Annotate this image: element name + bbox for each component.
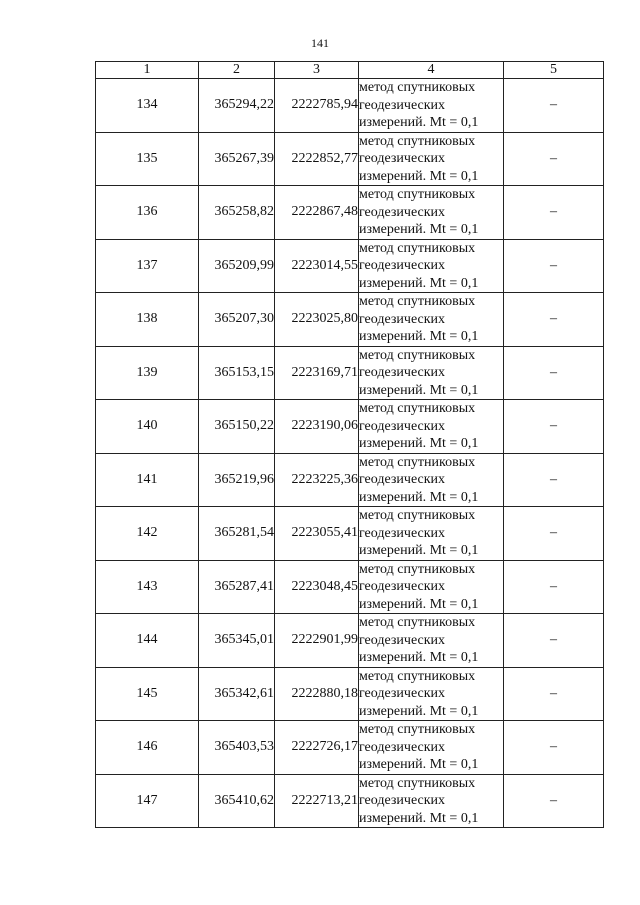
method-line: геодезических [359, 365, 446, 380]
point-number-cell: 143 [96, 560, 199, 614]
method-line: геодезических [359, 311, 446, 327]
point-number-cell: 140 [96, 400, 199, 454]
y-coordinate-cell: 2222901,99 [275, 614, 359, 668]
description-cell: – [504, 293, 604, 347]
table-row [96, 239, 604, 293]
method-cell [359, 400, 504, 454]
description-cell: – [504, 667, 604, 721]
x-coordinate-cell: 365345,01 [199, 614, 275, 668]
method-cell [359, 721, 504, 775]
method-cell [359, 614, 504, 668]
method-line: измерений. Mt = 0,1 [359, 275, 479, 291]
x-coordinate-cell: 365209,99 [199, 239, 275, 293]
column-header: 2 [199, 62, 275, 79]
method-line: измерений. Mt = 0,1 [359, 329, 479, 344]
point-number-cell: 134 [96, 79, 199, 133]
method-line: геодезических [359, 97, 446, 113]
method-line: измерений. Mt = 0,1 [359, 703, 479, 719]
method-cell [359, 774, 504, 828]
method-line: измерений. Mt = 0,1 [359, 436, 479, 451]
table-row [96, 507, 604, 561]
method-line: измерений. Mt = 0,1 [359, 489, 479, 505]
method-line: геодезических [359, 739, 446, 755]
table-row [96, 667, 604, 721]
method-line: геодезических [359, 686, 446, 701]
table-row [96, 721, 604, 775]
method-line: измерений. Mt = 0,1 [359, 222, 479, 237]
point-number-cell: 147 [96, 774, 199, 828]
method-cell [359, 507, 504, 561]
column-header: 4 [359, 62, 504, 79]
x-coordinate-cell: 365287,41 [199, 560, 275, 614]
table-row [96, 774, 604, 828]
method-line: измерений. Mt = 0,1 [359, 650, 479, 665]
x-coordinate-cell: 365207,30 [199, 293, 275, 347]
table-row [96, 453, 604, 507]
point-number-cell: 144 [96, 614, 199, 668]
method-line: метод спутниковых [359, 508, 476, 523]
table-row [96, 293, 604, 347]
x-coordinate-cell: 365258,82 [199, 186, 275, 240]
method-line: геодезических [359, 472, 446, 487]
column-header: 5 [504, 62, 604, 79]
method-cell [359, 186, 504, 240]
method-line: метод спутниковых [359, 240, 476, 256]
method-line: метод спутниковых [359, 722, 476, 737]
x-coordinate-cell: 365281,54 [199, 507, 275, 561]
method-line: метод спутниковых [359, 294, 476, 309]
description-cell: – [504, 400, 604, 454]
y-coordinate-cell: 2222867,48 [275, 186, 359, 240]
method-cell [359, 79, 504, 133]
method-cell [359, 239, 504, 293]
description-cell: – [504, 453, 604, 507]
method-line: геодезических [359, 793, 446, 808]
description-cell: – [504, 239, 604, 293]
point-number-cell: 145 [96, 667, 199, 721]
point-number-cell: 139 [96, 346, 199, 400]
table-row [96, 560, 604, 614]
y-coordinate-cell: 2223225,36 [275, 453, 359, 507]
method-line: геодезических [359, 525, 446, 541]
method-line: метод спутниковых [359, 561, 476, 577]
point-number-cell: 138 [96, 293, 199, 347]
point-number-cell: 135 [96, 132, 199, 186]
description-cell: – [504, 79, 604, 133]
description-cell: – [504, 346, 604, 400]
y-coordinate-cell: 2223055,41 [275, 507, 359, 561]
point-number-cell: 141 [96, 453, 199, 507]
method-line: измерений. Mt = 0,1 [359, 168, 479, 184]
table-row [96, 79, 604, 133]
point-number-cell: 142 [96, 507, 199, 561]
x-coordinate-cell: 365403,53 [199, 721, 275, 775]
method-line: метод спутниковых [359, 775, 476, 791]
y-coordinate-cell: 2222852,77 [275, 132, 359, 186]
page-number: 141 [311, 36, 329, 50]
method-cell [359, 667, 504, 721]
description-cell: – [504, 721, 604, 775]
method-line: измерений. Mt = 0,1 [359, 757, 479, 772]
method-cell [359, 453, 504, 507]
y-coordinate-cell: 2223190,06 [275, 400, 359, 454]
description-cell: – [504, 614, 604, 668]
table-row [96, 614, 604, 668]
method-line: измерений. Mt = 0,1 [359, 543, 479, 558]
x-coordinate-cell: 365267,39 [199, 132, 275, 186]
method-line: метод спутниковых [359, 454, 476, 470]
y-coordinate-cell: 2223169,71 [275, 346, 359, 400]
method-line: геодезических [359, 151, 446, 166]
method-line: метод спутниковых [359, 347, 476, 363]
column-header: 3 [275, 62, 359, 79]
method-line: геодезических [359, 632, 446, 648]
coordinates-table [95, 61, 604, 828]
method-line: метод спутниковых [359, 187, 476, 202]
method-cell [359, 346, 504, 400]
y-coordinate-cell: 2222785,94 [275, 79, 359, 133]
description-cell: – [504, 507, 604, 561]
x-coordinate-cell: 365153,15 [199, 346, 275, 400]
description-cell: – [504, 132, 604, 186]
table-body [96, 79, 604, 828]
method-line: геодезических [359, 579, 446, 594]
method-line: метод спутниковых [359, 668, 476, 684]
x-coordinate-cell: 365294,22 [199, 79, 275, 133]
x-coordinate-cell: 365219,96 [199, 453, 275, 507]
y-coordinate-cell: 2223025,80 [275, 293, 359, 347]
x-coordinate-cell: 365150,22 [199, 400, 275, 454]
y-coordinate-cell: 2222713,21 [275, 774, 359, 828]
method-line: измерений. Mt = 0,1 [359, 810, 479, 826]
method-line: геодезических [359, 418, 446, 434]
table-row [96, 346, 604, 400]
method-line: геодезических [359, 258, 446, 273]
table-row [96, 400, 604, 454]
table-row [96, 186, 604, 240]
y-coordinate-cell: 2222880,18 [275, 667, 359, 721]
method-line: метод спутниковых [359, 615, 476, 630]
method-line: метод спутниковых [359, 80, 476, 95]
method-cell [359, 132, 504, 186]
method-cell [359, 293, 504, 347]
description-cell: – [504, 774, 604, 828]
table-header-row [96, 62, 604, 79]
method-cell [359, 560, 504, 614]
point-number-cell: 146 [96, 721, 199, 775]
table-row [96, 132, 604, 186]
column-header: 1 [96, 62, 199, 79]
y-coordinate-cell: 2223014,55 [275, 239, 359, 293]
point-number-cell: 137 [96, 239, 199, 293]
description-cell: – [504, 186, 604, 240]
y-coordinate-cell: 2222726,17 [275, 721, 359, 775]
y-coordinate-cell: 2223048,45 [275, 560, 359, 614]
method-line: геодезических [359, 204, 446, 220]
x-coordinate-cell: 365342,61 [199, 667, 275, 721]
description-cell: – [504, 560, 604, 614]
method-line: измерений. Mt = 0,1 [359, 115, 479, 130]
method-line: метод спутниковых [359, 401, 476, 416]
method-line: метод спутниковых [359, 133, 476, 149]
method-line: измерений. Mt = 0,1 [359, 382, 479, 398]
method-line: измерений. Mt = 0,1 [359, 596, 479, 612]
x-coordinate-cell: 365410,62 [199, 774, 275, 828]
point-number-cell: 136 [96, 186, 199, 240]
